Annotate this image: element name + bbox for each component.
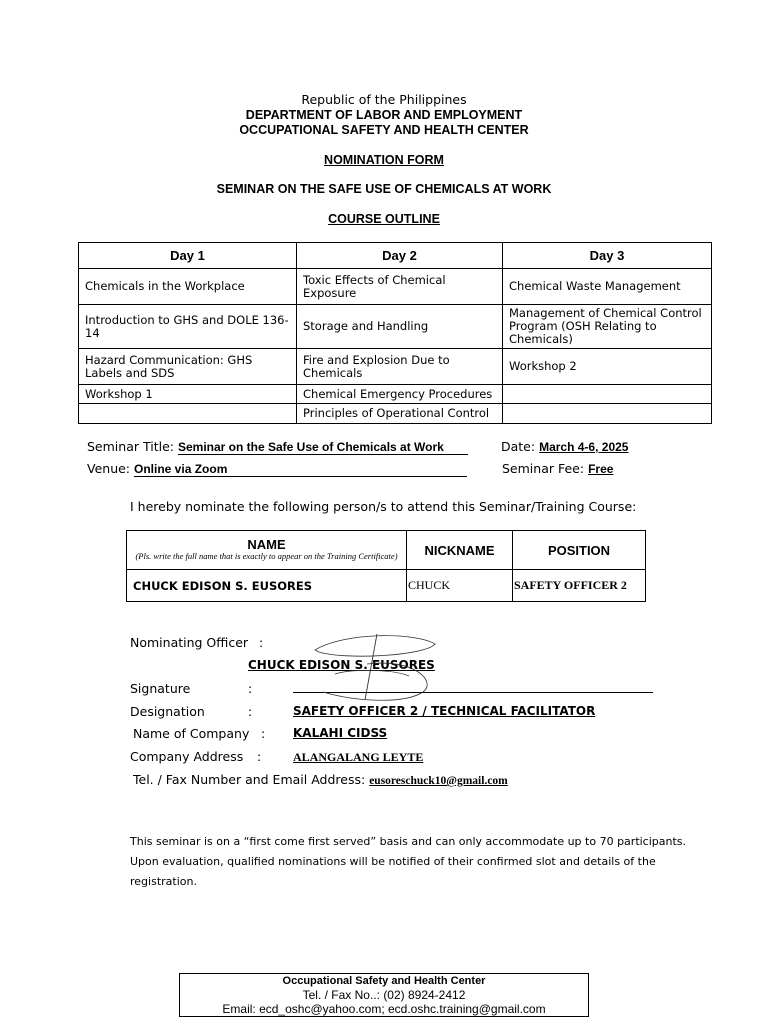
course-outline-table [78,242,712,424]
venue-value: Online via Zoom [134,462,467,477]
colon: : [257,749,262,764]
table-cell: Chemicals in the Workplace [79,269,297,305]
contact-label: Tel. / Fax Number and Email Address: [133,772,366,787]
footer-email: Email: ecd_oshc@yahoo.com; ecd.oshc.training@gmail.com [222,1002,546,1016]
table-cell: Toxic Effects of Chemical Exposure [297,269,503,305]
table-cell [503,404,712,424]
designation-label: Designation [130,704,205,719]
address-label: Company Address [130,749,244,764]
colon: : [259,635,264,650]
nominee-header-row [127,531,646,570]
address-value: ALANGALANG LEYTE [293,750,424,764]
table-cell: Workshop 1 [79,385,297,404]
nominee-nickname: CHUCK [407,570,513,602]
date-row [501,439,628,454]
fee-row [502,461,613,476]
table-cell: Management of Chemical Control Program (OSH Relating to Chemicals) [503,305,712,349]
nickname-header: NICKNAME [407,531,513,570]
position-header: POSITION [513,531,646,570]
seminar-title-label: Seminar Title: [87,439,174,454]
day-1-header: Day 1 [79,243,297,269]
table-row [79,269,712,305]
nominate-statement: I hereby nominate the following person/s to attend this Seminar/Training Course: [130,499,637,514]
center-line: OCCUPATIONAL SAFETY AND HEALTH CENTER [239,123,529,137]
nominating-officer-name: CHUCK EDISON S. EUSORES [248,658,435,672]
table-cell: Fire and Explosion Due to Chemicals [297,349,503,385]
table-cell: Hazard Communication: GHS Labels and SDS [79,349,297,385]
seminar-heading: SEMINAR ON THE SAFE USE OF CHEMICALS AT WORK [216,182,552,196]
colon: : [248,681,253,696]
venue-label: Venue: [87,461,131,476]
seminar-title-value: Seminar on the Safe Use of Chemicals at Work [178,440,468,455]
table-cell: Principles of Operational Control [297,404,503,424]
table-cell: Chemical Waste Management [503,269,712,305]
table-row [79,349,712,385]
company-label: Name of Company [133,726,250,741]
day-2-header: Day 2 [297,243,503,269]
name-header-label: NAME [247,537,286,552]
venue-row [87,461,467,477]
name-header-note: (Pls. write the full name that is exactly to appear on the Training Certificate) [135,551,398,561]
seminar-title-row [87,439,468,455]
company-value: KALAHI CIDSS [293,726,388,740]
colon: : [261,726,266,741]
nominee-table [126,530,646,602]
form-title: NOMINATION FORM [324,153,444,167]
table-row [79,404,712,424]
date-label: Date: [501,439,536,454]
table-row [127,570,646,602]
table-cell [503,385,712,404]
day-3-header: Day 3 [503,243,712,269]
colon: : [248,704,253,719]
republic-line: Republic of the Philippines [301,92,467,107]
contact-row [133,772,508,787]
notice-line: registration. [130,875,197,888]
date-value: March 4-6, 2025 [539,440,629,454]
table-cell: Introduction to GHS and DOLE 136-14 [79,305,297,349]
table-cell: Storage and Handling [297,305,503,349]
nominating-officer-label: Nominating Officer [130,635,249,650]
nominee-position: SAFETY OFFICER 2 [513,570,646,602]
signature-label: Signature [130,681,191,696]
table-cell [79,404,297,424]
footer-org: Occupational Safety and Health Center [282,975,486,987]
table-row [79,305,712,349]
footer-tel: Tel. / Fax No..: (02) 8924-2412 [302,988,466,1002]
table-row [79,385,712,404]
signature-image [305,630,445,710]
table-cell: Chemical Emergency Procedures [297,385,503,404]
designation-value: SAFETY OFFICER 2 / TECHNICAL FACILITATOR [293,704,596,718]
notice-paragraph [130,832,686,892]
notice-line: Upon evaluation, qualified nominations will be notified of their confirmed slot and details of the [130,855,656,868]
department-line: DEPARTMENT OF LABOR AND EMPLOYMENT [245,108,523,122]
fee-label: Seminar Fee: [502,461,585,476]
fee-value: Free [588,462,614,476]
course-header-row [79,243,712,269]
table-cell: Workshop 2 [503,349,712,385]
outline-title: COURSE OUTLINE [328,212,440,226]
footer-contact-box [179,973,589,1017]
nominee-name: CHUCK EDISON S. EUSORES [127,570,407,602]
notice-line: This seminar is on a “first come first served” basis and can only accommodate up to 70 participants. [130,835,687,848]
contact-email: eusoreschuck10@gmail.com [369,775,508,787]
name-header [127,531,407,570]
